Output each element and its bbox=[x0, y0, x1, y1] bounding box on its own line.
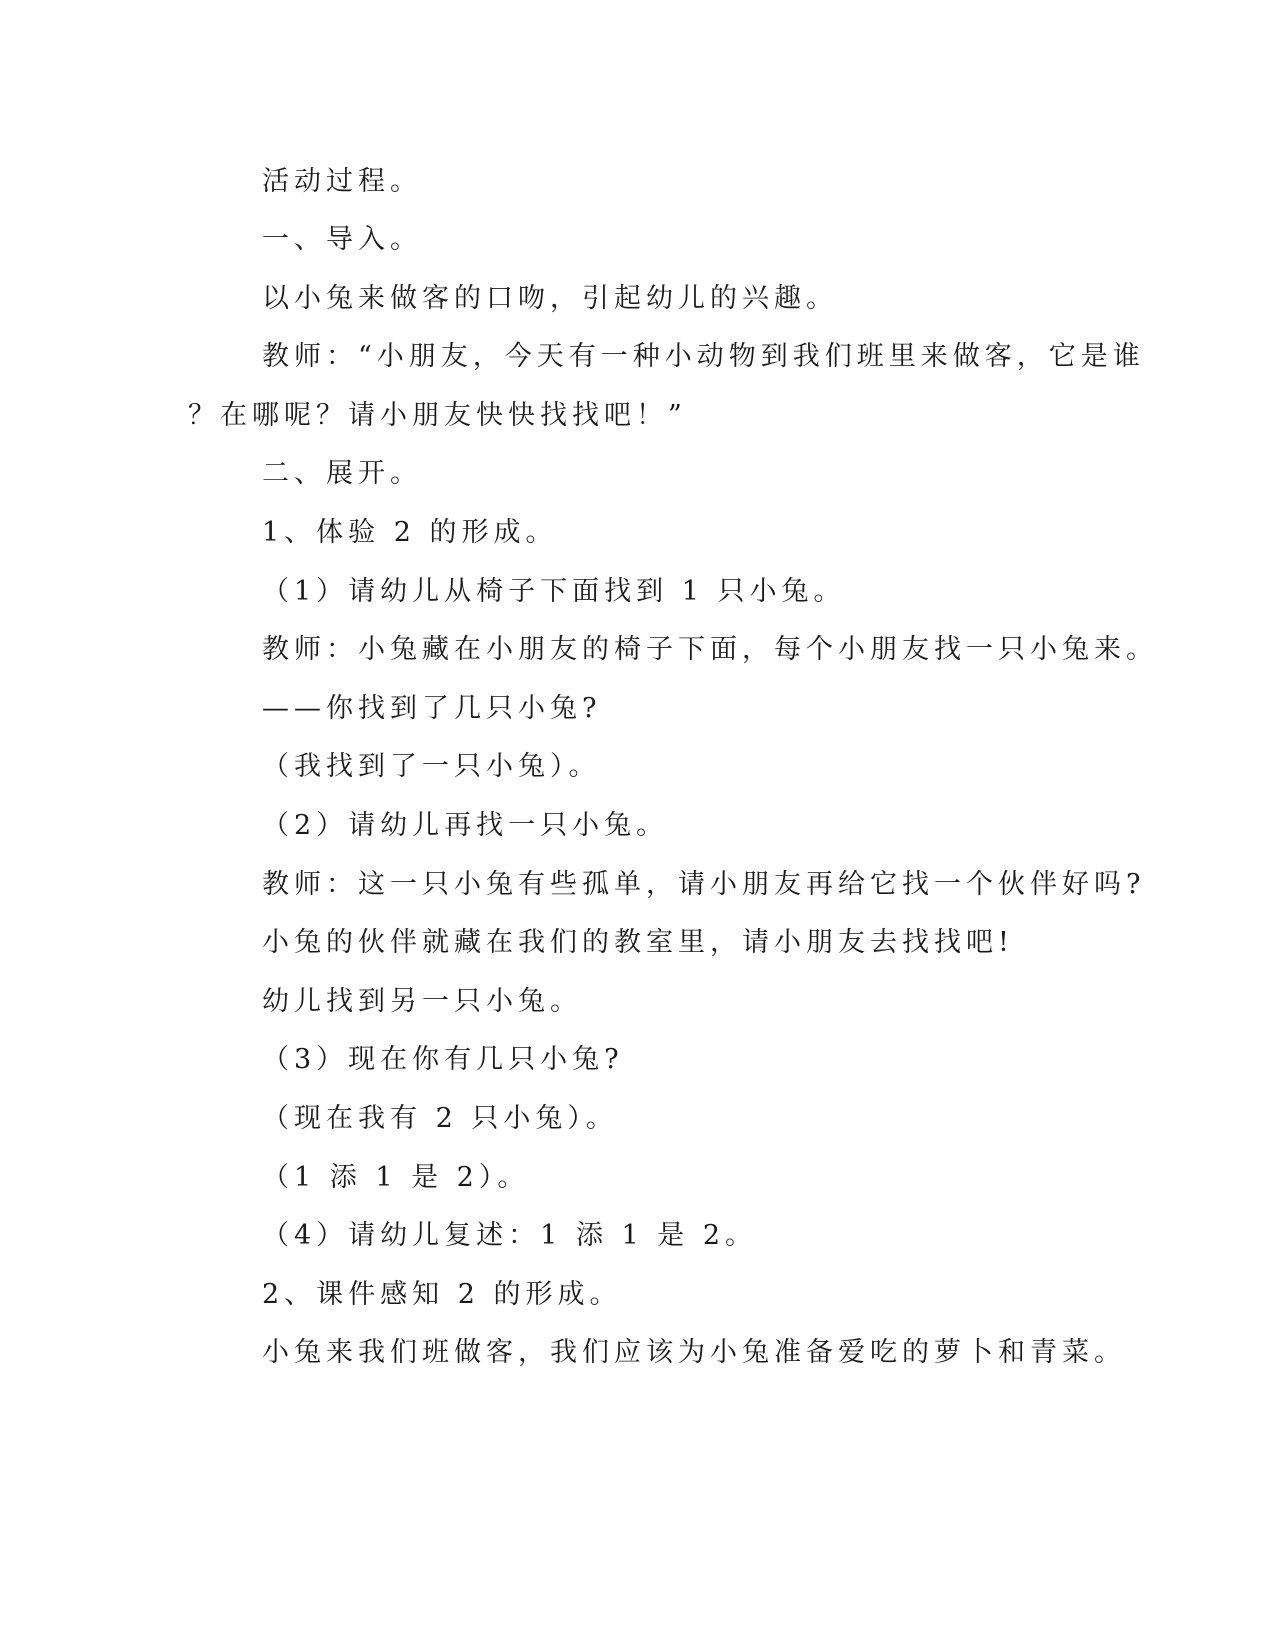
text-line: 小兔的伙伴就藏在我们的教室里，请小朋友去找找吧! bbox=[262, 927, 1014, 958]
text-line: 教师：“小朋友，今天有一种小动物到我们班里来做客，它是谁 bbox=[262, 341, 1145, 372]
text-line: 教师：小兔藏在小朋友的椅子下面，每个小朋友找一只小兔来。 bbox=[262, 634, 1158, 665]
text-line: 幼儿找到另一只小兔。 bbox=[262, 986, 582, 1017]
text-line: （2）请幼儿再找一只小兔。 bbox=[262, 810, 669, 841]
text-line: （现在我有 2 只小兔）。 bbox=[262, 1103, 618, 1134]
text-line: 小兔来我们班做客，我们应该为小兔准备爱吃的萝卜和青菜。 bbox=[262, 1337, 1126, 1368]
text-line: （4）请幼儿复述：1 添 1 是 2。 bbox=[262, 1220, 758, 1251]
text-line: （1 添 1 是 2）。 bbox=[262, 1162, 530, 1193]
text-line: 二、展开。 bbox=[262, 458, 422, 489]
text-line: （1）请幼儿从椅子下面找到 1 只小兔。 bbox=[262, 576, 846, 607]
text-line: ？在哪呢？请小朋友快快找找吧！” bbox=[188, 400, 687, 431]
text-line: 活动过程。 bbox=[262, 166, 422, 197]
text-line: 教师：这一只小兔有些孤单，请小朋友再给它找一个伙伴好吗? bbox=[262, 869, 1146, 900]
text-line: 一、导入。 bbox=[262, 224, 422, 255]
text-line: （3）现在你有几只小兔? bbox=[262, 1044, 624, 1075]
text-line: 以小兔来做客的口吻，引起幼儿的兴趣。 bbox=[262, 283, 838, 314]
text-line: 1、体验 2 的形成。 bbox=[262, 517, 558, 548]
text-line: 2、课件感知 2 的形成。 bbox=[262, 1279, 622, 1310]
text-line: （我找到了一只小兔）。 bbox=[262, 751, 601, 782]
text-line: ——你找到了几只小兔? bbox=[262, 693, 602, 724]
